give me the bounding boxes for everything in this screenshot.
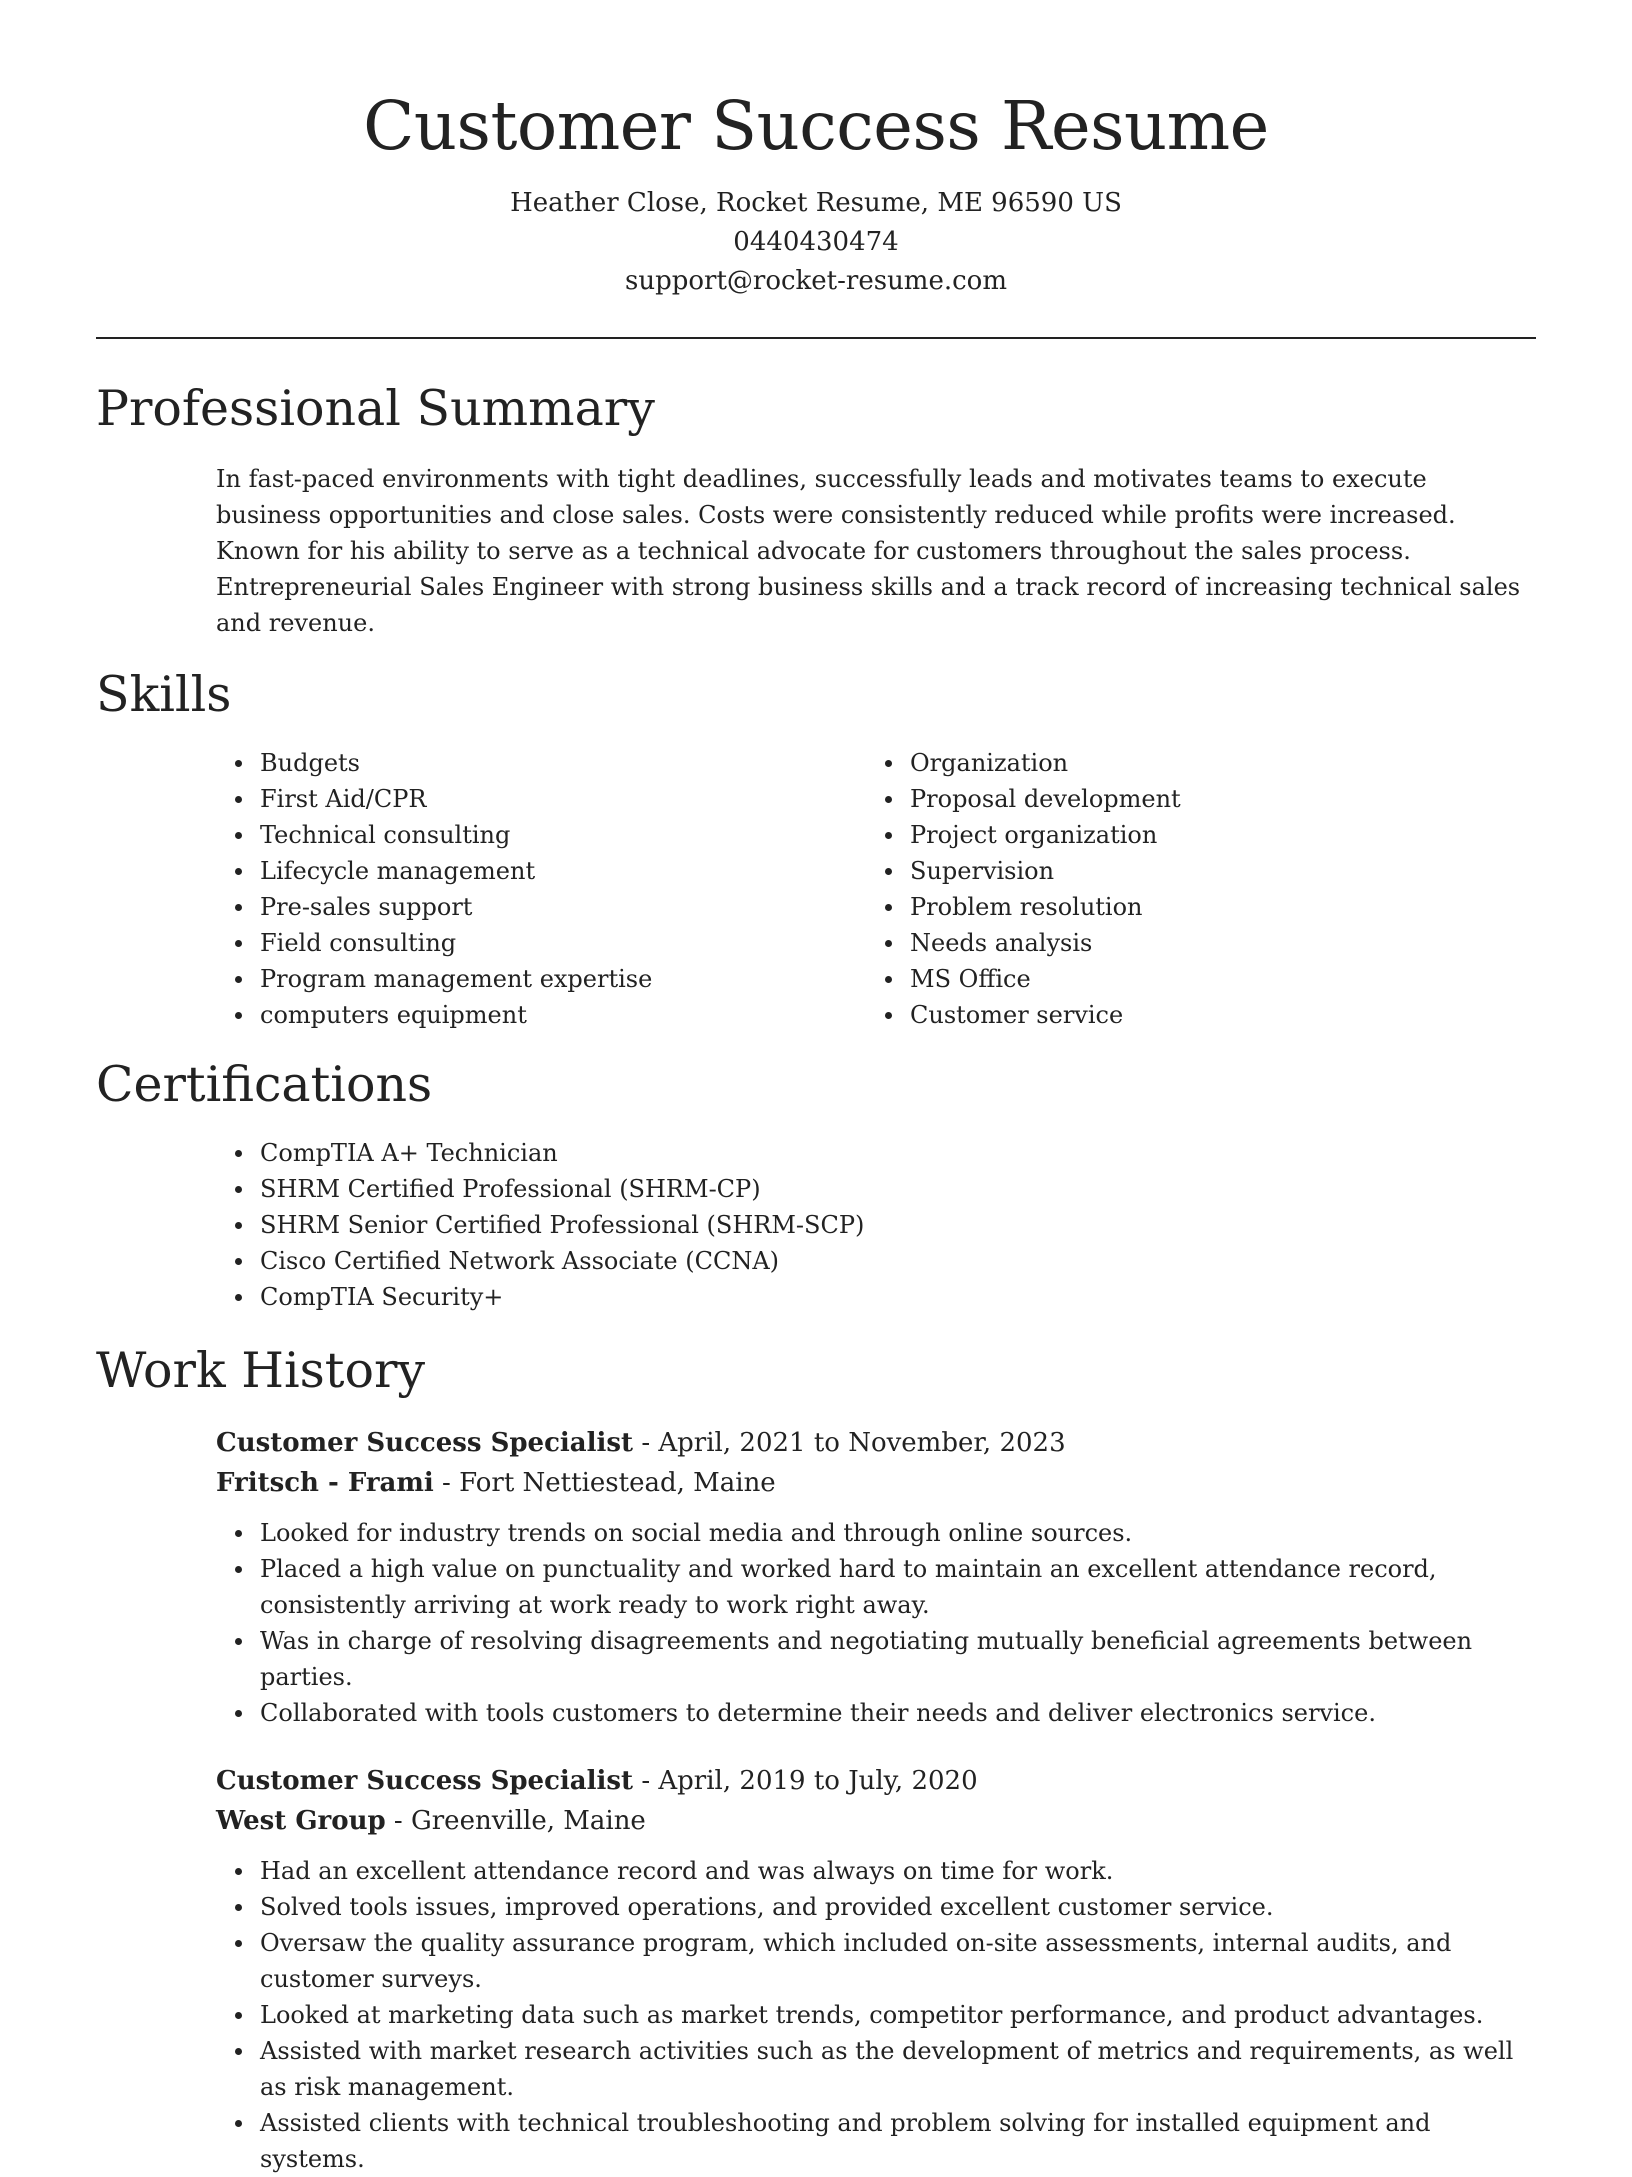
- skills-right-list: [866, 745, 1516, 1033]
- header-divider: [96, 337, 1536, 339]
- skill-item: Supervision: [866, 853, 1516, 889]
- work-history-heading: Work History: [96, 1342, 426, 1399]
- separator: -: [385, 1806, 411, 1836]
- resume-page: [96, 0, 1536, 2177]
- skill-item: Organization: [866, 745, 1516, 781]
- summary-heading: Professional Summary: [96, 380, 655, 437]
- certification-item: Cisco Certified Network Associate (CCNA): [216, 1243, 1536, 1279]
- certification-item: CompTIA A+ Technician: [216, 1135, 1536, 1171]
- job-company: Fritsch - Frami: [216, 1468, 434, 1498]
- skills-left-list: [216, 745, 866, 1033]
- job-duties-list: [216, 1515, 1536, 1731]
- separator: -: [633, 1766, 659, 1796]
- resume-header: [96, 0, 1536, 301]
- skills-columns: [216, 745, 1536, 1033]
- job-dates: April, 2019 to July, 2020: [658, 1766, 978, 1796]
- job-title: Customer Success Specialist: [216, 1766, 634, 1796]
- contact-phone: 0440430474: [733, 227, 899, 257]
- job-duty-item: Had an excellent attendance record and was always on time for work.: [216, 1853, 1536, 1889]
- job-title: Customer Success Specialist: [216, 1428, 634, 1458]
- job-duty-item: Looked at marketing data such as market trends, competitor performance, and product advantages.: [216, 1997, 1536, 2033]
- skill-item: Customer service: [866, 997, 1516, 1033]
- job-title-line: [216, 1423, 1536, 1463]
- contact-email: support@rocket-resume.com: [624, 266, 1007, 296]
- skill-item: First Aid/CPR: [216, 781, 866, 817]
- skill-item: Project organization: [866, 817, 1516, 853]
- job-duty-item: Was in charge of resolving disagreements and negotiating mutually beneficial agreements between parties.: [216, 1623, 1536, 1695]
- summary-section: [96, 379, 1536, 641]
- job-duty-item: Solved tools issues, improved operations, and provided excellent customer service.: [216, 1889, 1536, 1925]
- job-duty-item: Placed a high value on punctuality and worked hard to maintain an excellent attendance record, consistently arriving at work ready to work right away.: [216, 1551, 1536, 1623]
- contact-address: Heather Close, Rocket Resume, ME 96590 US: [510, 188, 1122, 218]
- job-location: Fort Nettiestead, Maine: [459, 1468, 776, 1498]
- job-title-line: [216, 1761, 1536, 1801]
- summary-text: In fast-paced environments with tight deadlines, successfully leads and motivates teams to execute business opportunities and close sales. Costs were consistently reduced while profits were increased. Known for his ability to serve as a technical advocate for customers throughout the sales process. Entrepreneurial Sales Engineer with strong business skills and a track record of increasing technical sales and revenue.: [216, 465, 1521, 637]
- resume-title: Customer Success Resume: [363, 87, 1269, 165]
- skill-item: Problem resolution: [866, 889, 1516, 925]
- skills-section: [96, 665, 1536, 1033]
- skill-item: MS Office: [866, 961, 1516, 997]
- skill-item: Budgets: [216, 745, 866, 781]
- skills-heading: Skills: [96, 666, 232, 723]
- skill-item: Proposal development: [866, 781, 1516, 817]
- separator: -: [433, 1468, 460, 1498]
- certifications-section: [96, 1055, 1536, 1315]
- job-duty-item: Oversaw the quality assurance program, which included on-site assessments, internal audits, and customer surveys.: [216, 1925, 1536, 1997]
- job-company-line: [216, 1801, 1536, 1841]
- skill-item: Needs analysis: [866, 925, 1516, 961]
- job-duty-item: Looked for industry trends on social media and through online sources.: [216, 1515, 1536, 1551]
- job-company: West Group: [216, 1806, 386, 1836]
- skill-item: Technical consulting: [216, 817, 866, 853]
- job-duties-list: [216, 1853, 1536, 2177]
- job-location: Greenville, Maine: [410, 1806, 646, 1836]
- certification-item: SHRM Senior Certified Professional (SHRM-SCP): [216, 1207, 1536, 1243]
- certification-item: SHRM Certified Professional (SHRM-CP): [216, 1171, 1536, 1207]
- job-duty-item: Assisted clients with technical troubleshooting and problem solving for installed equipment and systems.: [216, 2105, 1536, 2177]
- certification-item: CompTIA Security+: [216, 1279, 1536, 1315]
- job-dates: April, 2021 to November, 2023: [658, 1428, 1066, 1458]
- job-duty-item: Collaborated with tools customers to determine their needs and deliver electronics service.: [216, 1695, 1536, 1731]
- contact-block: [96, 184, 1536, 301]
- skill-item: Lifecycle management: [216, 853, 866, 889]
- certifications-heading: Certifications: [96, 1056, 433, 1113]
- job-entry: [216, 1423, 1536, 1731]
- skill-item: Pre-sales support: [216, 889, 866, 925]
- job-entry: [216, 1761, 1536, 2177]
- skill-item: Field consulting: [216, 925, 866, 961]
- skill-item: Program management expertise: [216, 961, 866, 997]
- job-duty-item: Assisted with market research activities such as the development of metrics and requirements, as well as risk management.: [216, 2033, 1536, 2105]
- work-history-section: [96, 1341, 1536, 2177]
- certifications-list: [216, 1135, 1536, 1315]
- job-company-line: [216, 1463, 1536, 1503]
- skill-item: computers equipment: [216, 997, 866, 1033]
- separator: -: [633, 1428, 659, 1458]
